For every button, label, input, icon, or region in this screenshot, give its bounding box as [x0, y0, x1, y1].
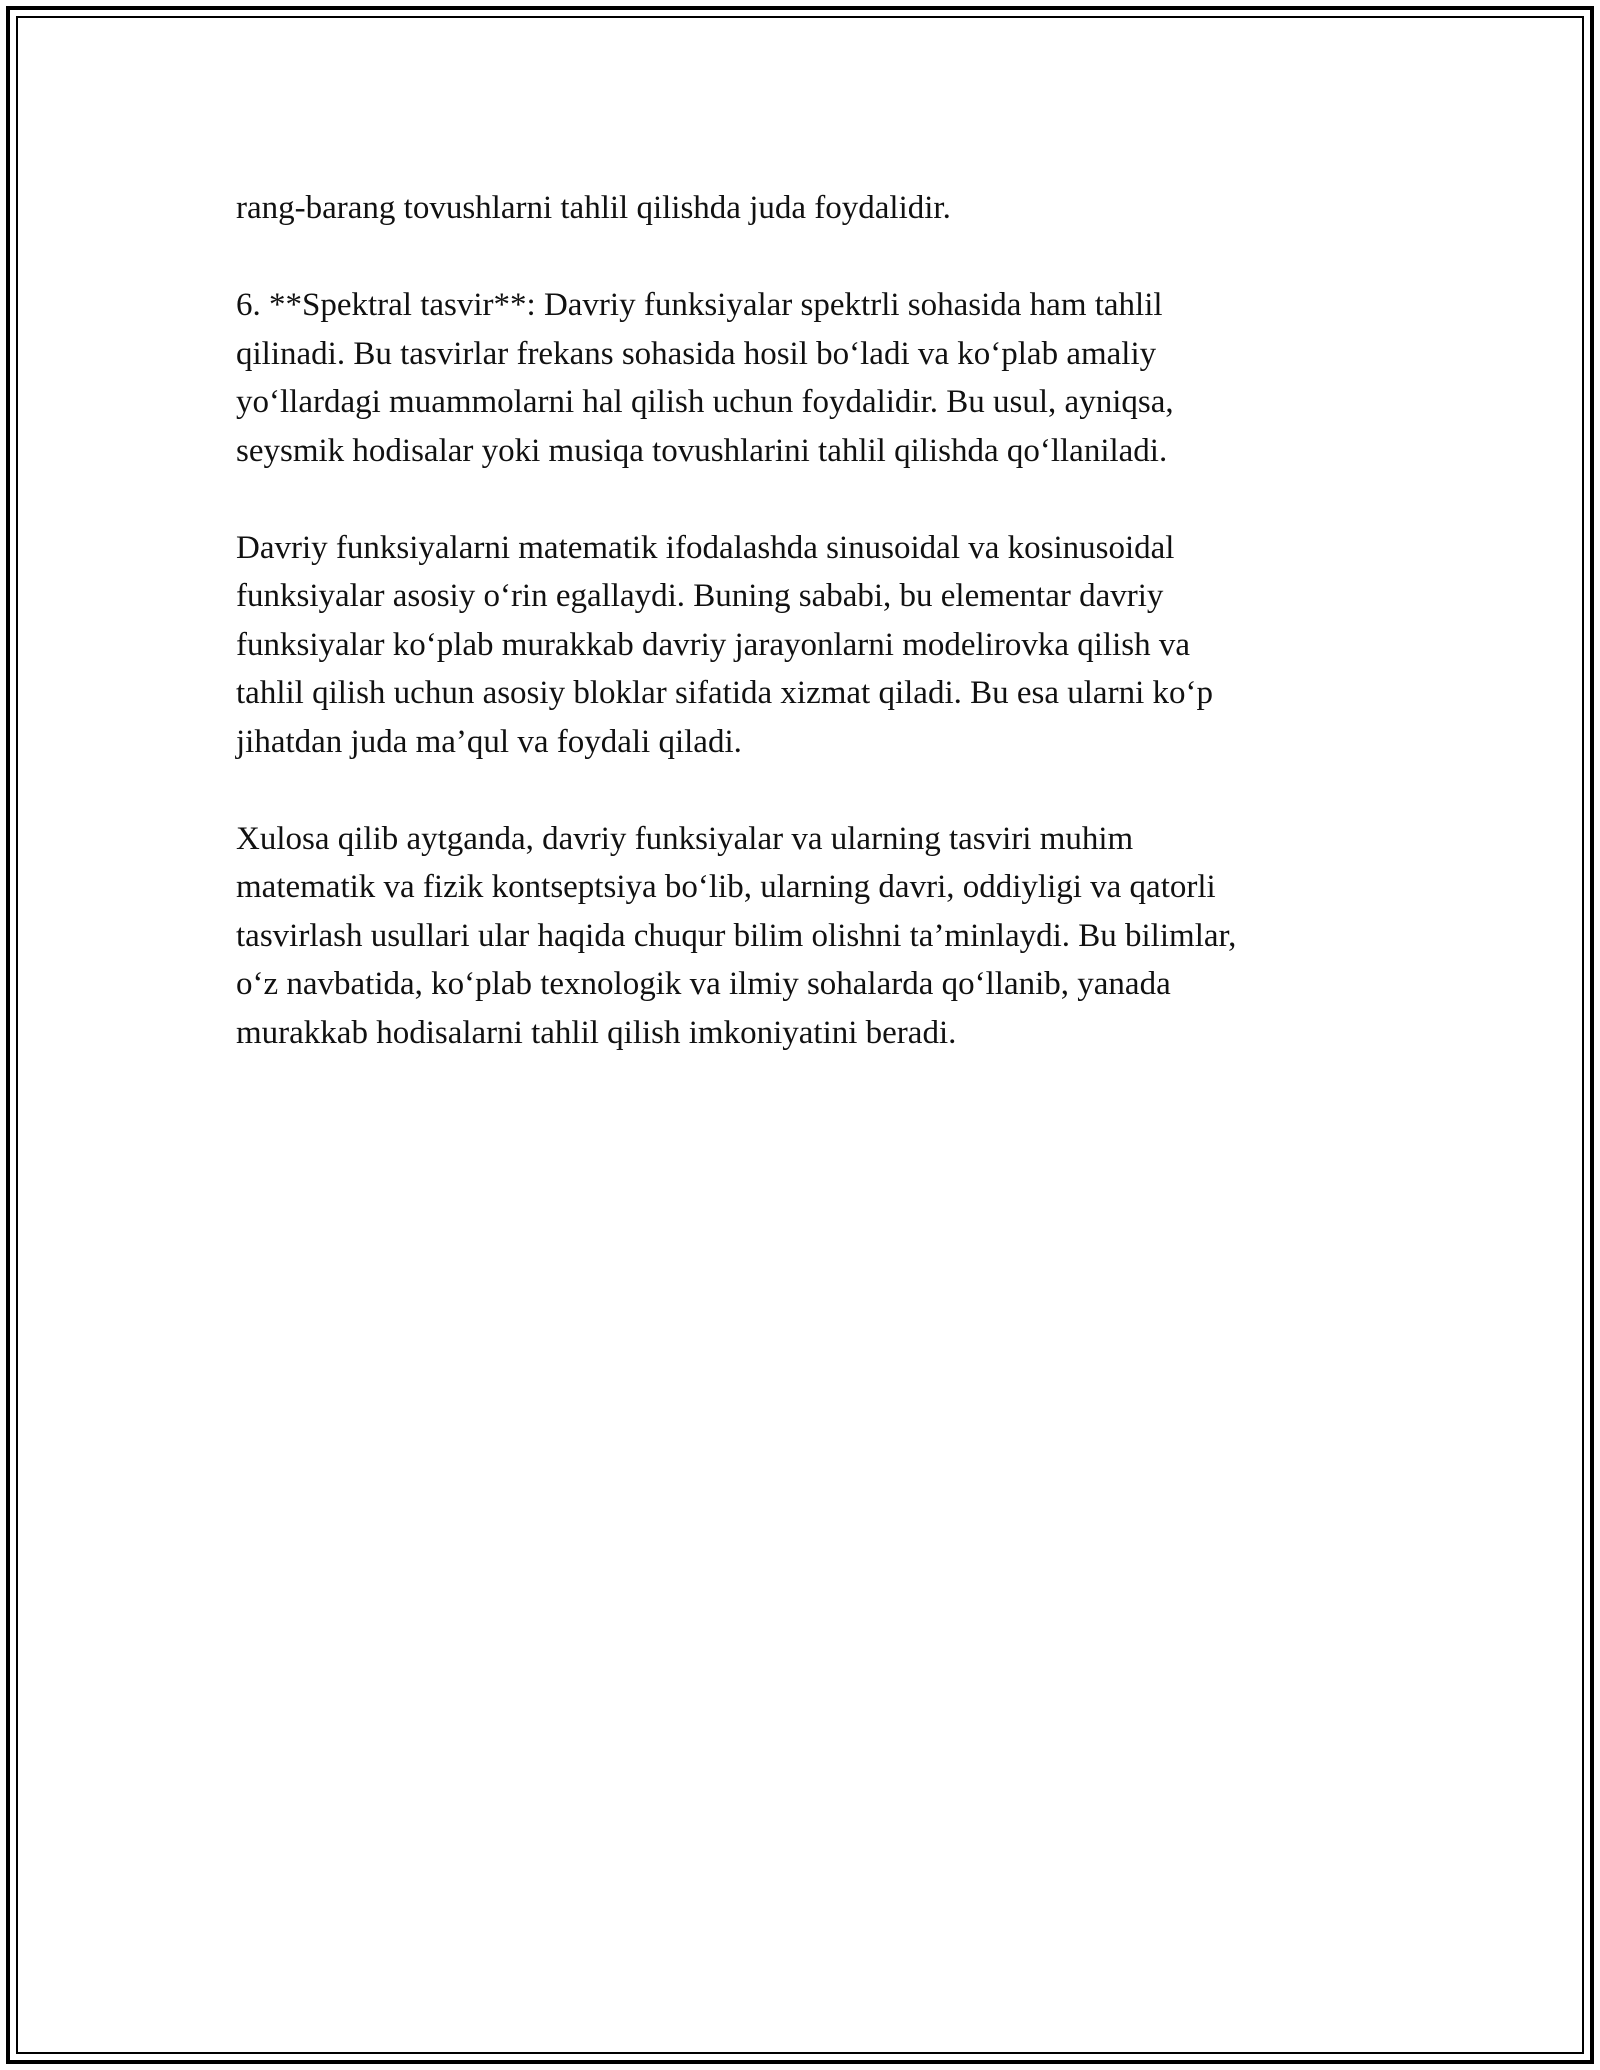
- paragraph-spectral-representation: 6. **Spektral tasvir**: Davriy funksiyalar spektrli sohasida ham tahlil qilinadi. Bu tasvirlar frekans sohasida hosil bo‘ladi va ko‘plab amaliy yo‘llardagi muammolarni hal qilish uchun foydalidir. Bu usul, ayniqsa, seysmik hodisalar yoki musiqa tovushlarini tahlil qilishda qo‘llaniladi.: [236, 287, 1174, 469]
- paragraph-continuation: rang-barang tovushlarni tahlil qilishda juda foydalidir.: [236, 190, 951, 226]
- paragraph-conclusion: Xulosa qilib aytganda, davriy funksiyalar va ularning tasviri muhim matematik va fizik kontseptsiya bo‘lib, ularning davri, oddiyligi va qatorli tasvirlash usullari ular haqida chuqur bilim olishni ta’minlaydi. Bu bilimlar, o‘z navbatida, ko‘plab texnologik va ilmiy sohalarda qo‘llanib, yanada murakkab hodisalarni tahlil qilish imkoniyatini beradi.: [236, 820, 1237, 1051]
- document-body: [236, 184, 1366, 1106]
- paragraph-sinusoidal-functions: Davriy funksiyalarni matematik ifodalashda sinusoidal va kosinusoidal funksiyalar asosiy o‘rin egallaydi. Buning sababi, bu elementar davriy funksiyalar ko‘plab murakkab davriy jarayonlarni modelirovka qilish va tahlil qilish uchun asosiy bloklar sifatida xizmat qiladi. Bu esa ularni ko‘p jihatdan juda ma’qul va foydali qiladi.: [236, 529, 1213, 760]
